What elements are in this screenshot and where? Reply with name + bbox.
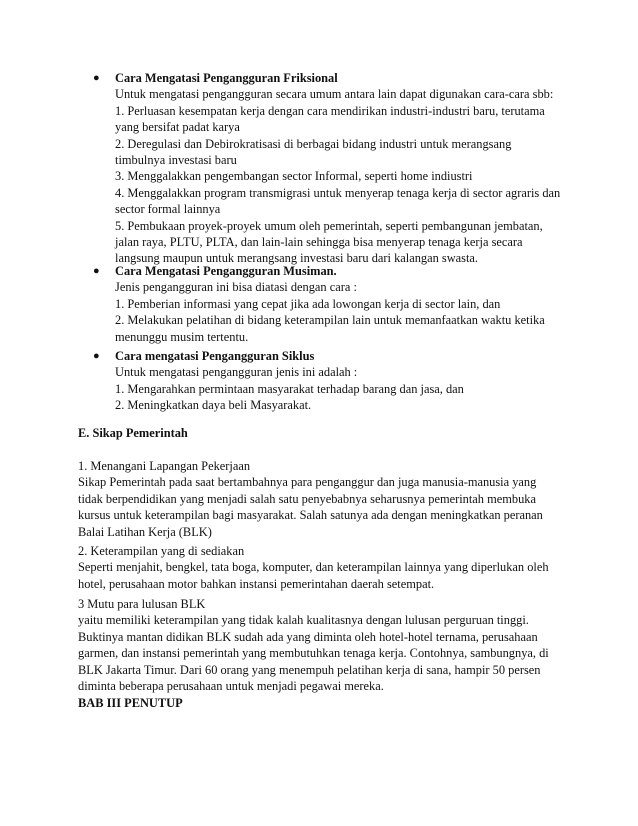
text-line: tidak berpendidikan yang menjadi salah satu penyebabnya seharusnya pemerintah membuka [78,491,536,506]
text-line: 4. Menggalakkan program transmigrasi untuk menyerap tenaga kerja di sector agraris dan [115,185,561,200]
text-line: 5. Pembukaan proyek-proyek umum oleh pemerintah, seperti pembangunan jembatan, [115,218,543,233]
text-line: 2. Meningkatkan daya beli Masyarakat. [115,398,312,413]
paragraph-keterampilan [78,543,578,592]
text-line: jalan raya, PLTU, PLTA, dan lain-lain sehingga bisa menyerap tenaga kerja secara [115,235,523,250]
text-line: hotel, perusahaan motor bahkan instansi pemerintahan daerah setempat. [78,576,435,591]
bullet-friksional [93,70,575,267]
bullet-title: Cara Mengatasi Pengangguran Friksional [115,71,338,85]
bullet-musiman [93,263,575,345]
text-line: sector formal lainnya [115,202,221,217]
text-line: yaitu memiliki keterampilan yang tidak kalah kualitasnya dengan lulusan perguruan tinggi. [78,613,529,628]
text-line: garmen, dan instansi pemerintah yang membutuhkan tenaga kerja. Contohnya, sambungnya, di [78,646,549,661]
bullet-title: Cara Mengatasi Pengangguran Musiman. [115,264,337,278]
text-line: langsung maupun untuk merangsang investasi baru dari kalangan swasta. [115,251,479,266]
text-line: 3. Menggalakkan pengembangan sector Informal, seperti home indiustri [115,169,473,184]
text-line: 2. Melakukan pelatihan di bidang keterampilan lain untuk memanfaatkan waktu ketika [115,313,545,328]
text-line: menunggu musim tertentu. [115,329,249,344]
text-line: 1. Pemberian informasi yang cepat jika ada lowongan kerja di sector lain, dan [115,296,501,311]
text-line: Balai Latihan Kerja (BLK) [78,524,212,539]
text-line: 1. Perluasan kesempatan kerja dengan cara mendirikan industri-industri baru, terutama [115,103,545,118]
text-line: 1. Mengarahkan permintaan masyarakat terhadap barang dan jasa, dan [115,381,464,396]
text-line: Seperti menjahit, bengkel, tata boga, komputer, dan keterampilan lainnya yang diperlukan oleh [78,560,549,575]
text-line: kursus untuk keterampilan bagi masyarakat. Salah satunya ada dengan meningkatkan peranan [78,508,543,523]
text-line: 2. Deregulasi dan Debirokratisasi di berbagai bidang industri untuk merangsang [115,136,512,151]
bullet-siklus [93,348,575,414]
text-line: 1. Menangani Lapangan Pekerjaan [78,459,251,473]
bullet-dot-icon: ● [93,350,100,362]
text-line: BLK Jakarta Timur. Dari 60 orang yang menempuh pelatihan kerja di sana, hampir 50 persen [78,662,541,677]
chapter-heading: BAB III PENUTUP [78,696,183,710]
bullet-title: Cara mengatasi Pengangguran Siklus [115,349,315,363]
paragraph-lapangan-pekerjaan [78,458,578,540]
paragraph-mutu-lulusan [78,596,578,694]
text-line: Untuk mengatasi pengangguran jenis ini adalah : [115,365,358,380]
text-line: yang bersifat padat karya [115,120,240,135]
text-line: diminta beberapa perusahaan untuk menjadi pegawai mereka. [78,679,384,694]
text-line: Sikap Pemerintah pada saat bertambahnya para penganggur dan juga manusia-manusia yang [78,475,537,490]
bullet-dot-icon: ● [93,265,100,277]
text-line: Buktinya mantan didikan BLK sudah ada yang diminta oleh hotel-hotel ternama, perusahaan [78,629,538,644]
bullet-dot-icon: ● [93,72,100,84]
text-line: timbulnya investasi baru [115,153,237,168]
text-line: Jenis pengangguran ini bisa diatasi dengan cara : [115,280,357,295]
text-line: Untuk mengatasi pengangguran secara umum antara lain dapat digunakan cara-cara sbb: [115,87,554,102]
section-heading: E. Sikap Pemerintah [78,426,188,440]
text-line: 2. Keterampilan yang di sediakan [78,544,245,558]
text-line: 3 Mutu para lulusan BLK [78,597,206,611]
